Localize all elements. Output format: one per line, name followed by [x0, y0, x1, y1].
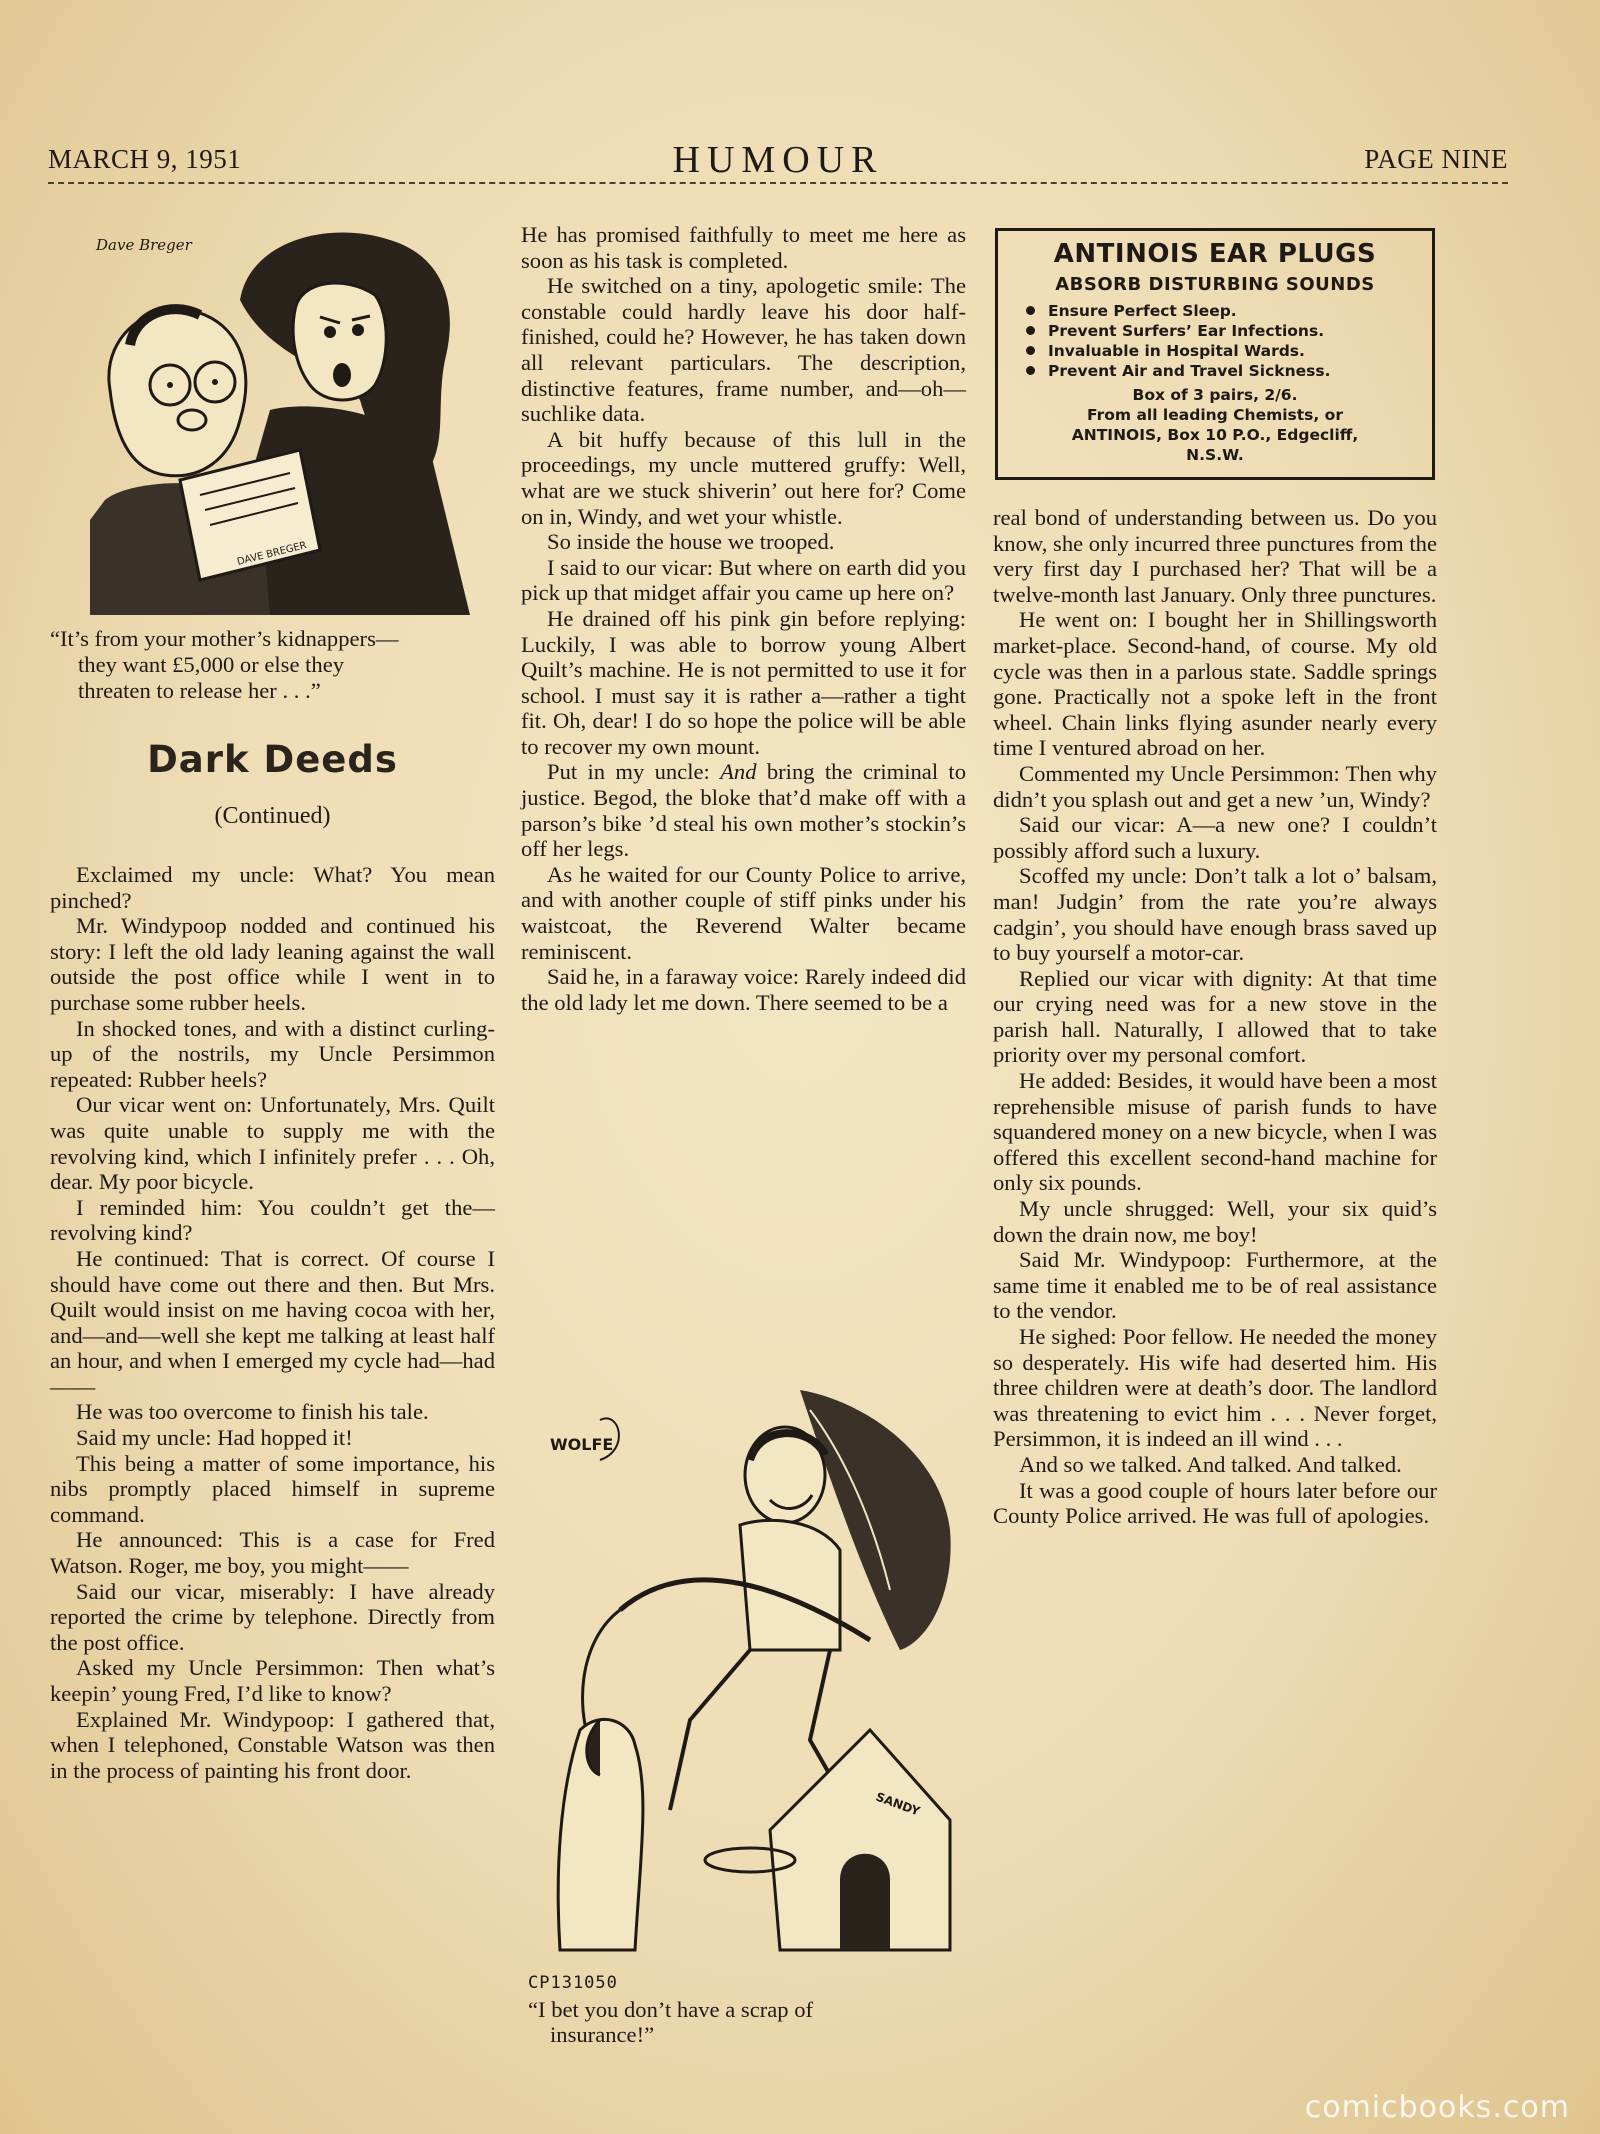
- paragraph: So inside the house we trooped.: [547, 529, 835, 555]
- page-number: PAGE NINE: [1364, 144, 1508, 174]
- ad-benefit: [1026, 341, 1432, 361]
- bullet-icon: [1026, 366, 1035, 375]
- cartoon-kidnappers: [90, 220, 490, 615]
- paragraph: In shocked tones, and with a distinct curling-up of the nostrils, my Uncle Persimmon repeated: Rubber heels?: [50, 1015, 495, 1092]
- paragraph: Said he, in a faraway voice: Rarely indeed did the old lady let me down. There seemed to be a: [521, 964, 966, 1015]
- envelope-text: DAVE BREGER: [236, 540, 308, 568]
- ad-address: ANTINOIS, Box 10 P.O., Edgecliff,: [1071, 426, 1359, 444]
- paragraph: He went on: I bought her in Shillingsworth market-place. Second-hand, of course. My old cycle was then in a parlous state. Saddle springs gone. Practically not a spoke left in the front wheel. Chain links flying asunder nearly every time I ventured abroad on her.: [993, 607, 1437, 761]
- paragraph: Exclaimed my uncle: What? You mean pinched?: [50, 862, 495, 913]
- ad-benefit-text: Ensure Perfect Sleep.: [1048, 302, 1237, 320]
- bullet-icon: [1026, 306, 1035, 315]
- caption-line: insurance!”: [550, 2022, 655, 2047]
- page-header: [48, 138, 1508, 186]
- text-run: bring the criminal to justice. Begod, the bloke that’d make off with a parson’s bike ’d steal his own mother’s stockin’s off her legs.: [521, 759, 967, 862]
- ad-benefits-list: [1026, 301, 1432, 381]
- story-column-2: [521, 222, 966, 1015]
- paragraph: Asked my Uncle Persimmon: Then what’s keepin’ young Fred, I’d like to know?: [50, 1655, 495, 1706]
- caption-line: “I bet you don’t have a scrap of: [528, 1997, 814, 2022]
- story-column-1: [50, 862, 495, 1783]
- ad-benefit-text: Prevent Surfers’ Ear Infections.: [1048, 322, 1325, 340]
- story-column-3: [993, 505, 1437, 1529]
- cartoon-doghouse: [540, 1390, 960, 1970]
- cartoon-signature: WOLFE: [550, 1435, 614, 1454]
- ad-benefit: [1026, 301, 1432, 321]
- paragraph-emphasis: [521, 759, 966, 861]
- issue-date: MARCH 9, 1951: [48, 144, 242, 174]
- ad-price: Box of 3 pairs, 2/6.: [1132, 386, 1298, 404]
- paragraph: He sighed: Poor fellow. He needed the money so desperately. His wife had deserted him. His three children were at death’s door. The landlord was threatening to evict him . . . Never forget, Persimmon, it is indeed an ill wind . . .: [993, 1324, 1437, 1452]
- ad-subtitle: ABSORB DISTURBING SOUNDS: [1055, 274, 1375, 295]
- paragraph: I reminded him: You couldn’t get the—revolving kind?: [50, 1194, 495, 1246]
- caption-line: threaten to release her . . .”: [78, 678, 321, 703]
- paragraph: A bit huffy because of this lull in the proceedings, my uncle muttered gruffy: Well, what are we stuck shiverin’ out here for? Come on in, Windy, and wet your whistle.: [521, 426, 966, 529]
- paragraph: Said my uncle: Had hopped it!: [76, 1425, 353, 1451]
- ad-address-state: N.S.W.: [1186, 446, 1244, 464]
- paragraph: He announced: This is a case for Fred Watson. Roger, me boy, you might——: [50, 1527, 495, 1579]
- story-continued: (Continued): [214, 803, 331, 829]
- paragraph: He switched on a tiny, apologetic smile: The constable could hardly leave his door half-finished, could he? However, he has taken down all relevant particulars. The description, distinctive features, frame number, and—oh—suchlike data.: [521, 273, 966, 427]
- ad-from: From all leading Chemists, or: [1087, 406, 1343, 424]
- ad-benefit-text: Prevent Air and Travel Sickness.: [1048, 362, 1331, 380]
- paragraph: He continued: That is correct. Of course I should have come out there and then. But Mrs. Quilt would insist on me having cocoa with her, and—and—well she kept me talking at least half an hour, and when I emerged my cycle had—had——: [50, 1245, 495, 1399]
- doghouse-label: SANDY: [873, 1789, 922, 1819]
- cartoon-signature: Dave Breger: [96, 236, 192, 254]
- text-emphasis: And: [720, 759, 757, 785]
- paragraph: Explained Mr. Windypoop: I gathered that, when I telephoned, Constable Watson was then in the process of painting his front door.: [50, 1706, 495, 1783]
- paragraph: Commented my Uncle Persimmon: Then why didn’t you splash out and get a new ’un, Windy?: [993, 760, 1437, 812]
- caption-line: “It’s from your mother’s kidnappers—: [50, 626, 399, 651]
- paragraph: Said our vicar: A—a new one? I couldn’t possibly afford such a luxury.: [993, 812, 1437, 863]
- cartoon-caption-2: [528, 1997, 966, 2047]
- ear-plugs-advertisement: [995, 228, 1435, 480]
- bullet-icon: [1026, 346, 1035, 355]
- section-title: HUMOUR: [672, 139, 884, 181]
- paragraph: This being a matter of some importance, his nibs promptly placed himself in supreme command.: [50, 1450, 495, 1527]
- cartoon-caption-1: [50, 626, 495, 704]
- text-run: Put in my uncle:: [547, 759, 721, 785]
- bullet-icon: [1026, 326, 1035, 335]
- paragraph: He was too overcome to finish his tale.: [76, 1399, 429, 1425]
- paragraph: Our vicar went on: Unfortunately, Mrs. Quilt was quite unable to supply me with the revolving kind, which I infinitely prefer . . . Oh, dear. My poor bicycle.: [50, 1092, 495, 1195]
- paragraph: It was a good couple of hours later before our County Police arrived. He was full of apologies.: [993, 1477, 1437, 1529]
- paragraph: Replied our vicar with dignity: At that time our crying need was for a new stove in the parish hall. Naturally, I allowed that to take priority over my personal comfort.: [993, 965, 1437, 1068]
- paragraph: As he waited for our County Police to arrive, and with another couple of stiff pinks under his waistcoat, the Reverend Walter became reminiscent.: [521, 861, 966, 964]
- paragraph: My uncle shrugged: Well, your six quid’s down the drain now, me boy!: [993, 1196, 1437, 1247]
- ad-title: ANTINOIS EAR PLUGS: [1053, 239, 1377, 269]
- paragraph: He drained off his pink gin before replying: Luckily, I was able to borrow young Albert Quilt’s machine. He is not permitted to use it for school. I must say it is rather a—rather a tight fit. Oh, dear! I do so hope the police will be able to recover my own mount.: [521, 605, 966, 759]
- paragraph: I said to our vicar: But where on earth did you pick up that midget affair you came up here on?: [521, 554, 966, 606]
- paragraph: And so we talked. And talked. And talked.: [1019, 1451, 1402, 1477]
- cartoon-code: CP131050: [528, 1973, 618, 1993]
- paragraph: Said Mr. Windypoop: Furthermore, at the same time it enabled me to be of real assistance to the vendor.: [993, 1247, 1437, 1324]
- story-title: Dark Deeds: [147, 738, 398, 781]
- paragraph: He has promised faithfully to meet me here as soon as his task is completed.: [521, 222, 966, 273]
- site-watermark: comicbooks.com: [1304, 2090, 1570, 2125]
- ad-benefit: [1026, 361, 1432, 381]
- paragraph: Said our vicar, miserably: I have already reported the crime by telephone. Directly from the post office.: [50, 1578, 495, 1655]
- paragraph: real bond of understanding between us. Do you know, she only incurred three punctures from the very first day I purchased her? That will be a twelve-month last January. Only three punctures.: [993, 505, 1437, 607]
- header-rule: [48, 182, 1508, 184]
- ad-benefit-text: Invaluable in Hospital Wards.: [1048, 342, 1305, 360]
- ad-benefit: [1026, 321, 1432, 341]
- paragraph: Scoffed my uncle: Don’t talk a lot o’ balsam, man! Judgin’ from the rate you’re always cadgin’, you should have enough brass saved up to buy yourself a motor-car.: [993, 863, 1437, 966]
- paragraph: Mr. Windypoop nodded and continued his story: I left the old lady leaning against the wall outside the post office while I went in to purchase some rubber heels.: [50, 913, 495, 1015]
- paragraph: He added: Besides, it would have been a most reprehensible misuse of parish funds to have squandered money on a new bicycle, when I was offered this excellent second-hand machine for only six pounds.: [993, 1068, 1437, 1196]
- caption-line: they want £5,000 or else they: [78, 652, 345, 677]
